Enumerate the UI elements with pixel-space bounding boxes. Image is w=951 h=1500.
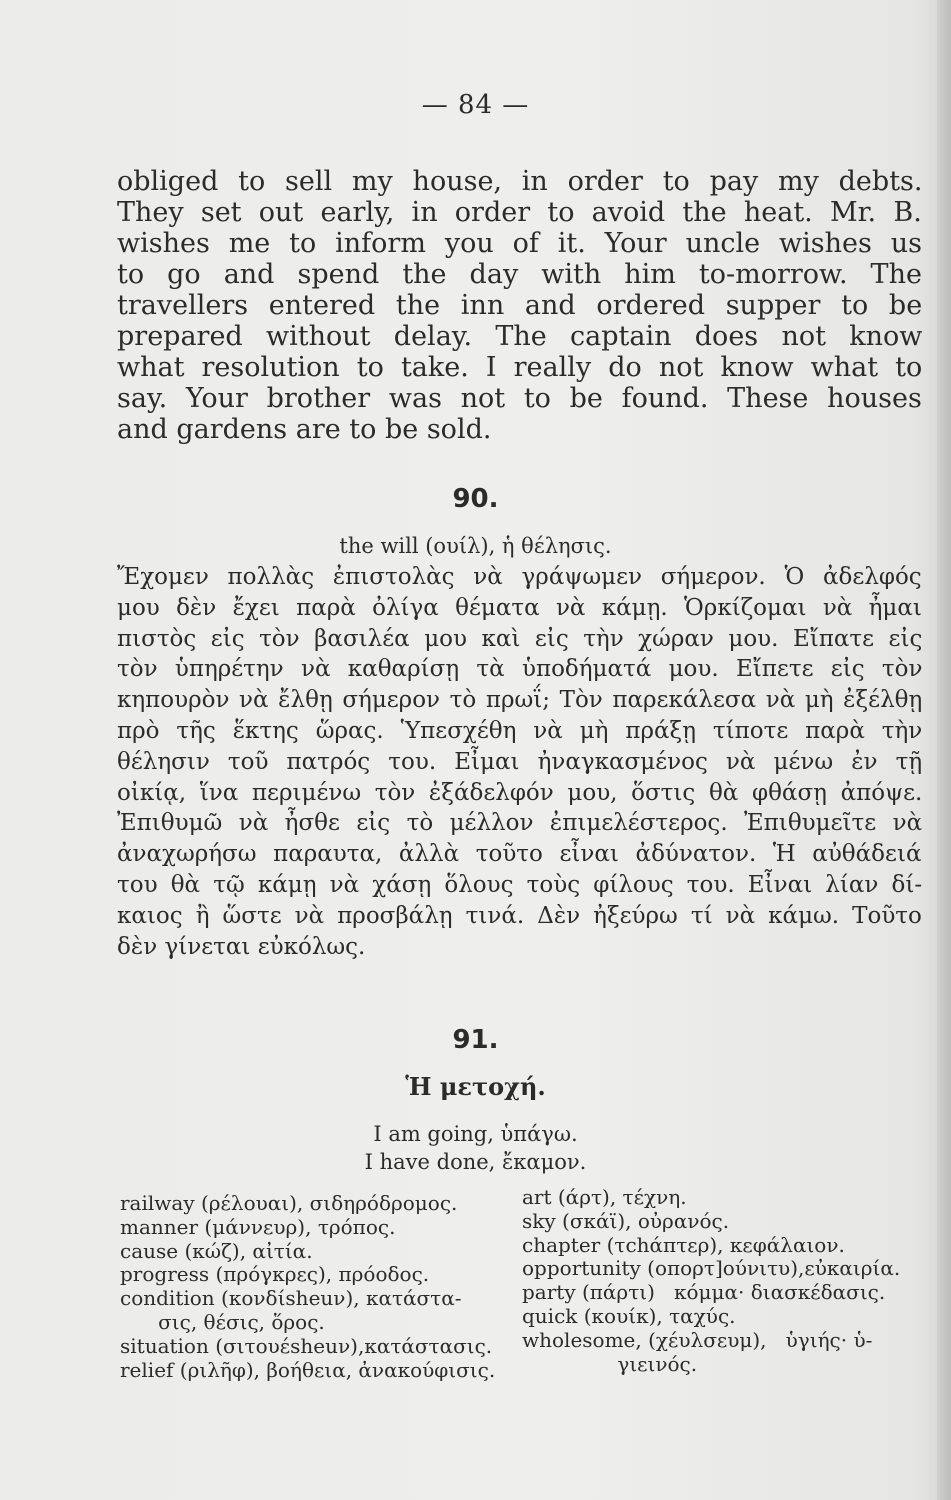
- text-line: πρὸ τῆς ἕκτης ὥρας. Ὑπεσχέθη νὰ μὴ πράξῃ τίποτε παρὰ τὴν: [117, 717, 923, 744]
- text-line: οἰκίᾳ, ἵνα περιμένω τὸν ἐξάδελφόν μου, ὅστις θὰ φθάσῃ ἀπόψε.: [117, 779, 923, 806]
- section-90-number: 90.: [452, 484, 499, 514]
- text-line: ἀναχωρήσω παραυτα, ἀλλὰ τοῦτο εἶναι ἀδύνατον. Ἡ αὐθάδειά: [117, 841, 922, 868]
- vocab-entry: cause (κώζ), αἰτία.: [120, 1238, 313, 1263]
- page-number: — 84 —: [421, 90, 530, 120]
- text-line: Ἐπιθυμῶ νὰ ἦσθε εἰς τὸ μέλλον ἐπιμελέστερος. Ἐπιθυμεῖτε νὰ: [117, 810, 923, 837]
- vocab-entry: relief (ριλῆφ), βοήθεια, ἀνακούφισις.: [120, 1357, 496, 1382]
- vocab-column-left: [120, 1192, 495, 1382]
- vocab-entry: situation (σιτουέsheuν),κατάστασις.: [120, 1333, 493, 1358]
- text-line: what resolution to take. I really do not know what to: [117, 352, 923, 383]
- section-90-vocab: the will (ουίλ), ἡ θέλησις.: [339, 534, 612, 558]
- section-91-number: 91.: [452, 1025, 499, 1055]
- text-line: μου δὲν ἔχει παρὰ ὀλίγα θέματα νὰ κάμῃ. Ὁρκίζομαι νὰ ἦμαι: [117, 594, 922, 621]
- vocab-entry: manner (μάννευρ), τρόπος.: [120, 1214, 396, 1239]
- example-line: I have done, ἔκαμον.: [364, 1150, 587, 1174]
- example-line: I am going, ὑπάγω.: [373, 1122, 578, 1146]
- vocab-entry: party (πάρτι) κόμμα· διασκέδασις.: [522, 1280, 886, 1305]
- text-line: prepared without delay. The captain does not know: [117, 321, 923, 352]
- text-line: to go and spend the day with him to-morrow. The: [117, 259, 922, 290]
- text-line: τὸν ὑπηρέτην νὰ καθαρίσῃ τὰ ὑποδήματά μου. Εἴπετε εἰς τὸν: [117, 656, 923, 683]
- vocab-entry: σις, θέσις, ὅρος.: [120, 1309, 325, 1334]
- text-line: θέλησιν τοῦ πατρός του. Εἶμαι ἠναγκασμένος νὰ μένω ἐν τῇ: [117, 748, 923, 775]
- text-line: κηπουρὸν νὰ ἔλθῃ σήμερον τὸ πρωΐ; Τὸν παρεκάλεσα νὰ μὴ ἐξέλθῃ: [117, 687, 923, 714]
- text-line: πιστὸς εἰς τὸν βασιλέα μου καὶ εἰς τὴν χώραν μου. Εἴπατε εἰς: [117, 625, 923, 652]
- text-line: say. Your brother was not to be found. These houses: [117, 383, 922, 414]
- text-line: They set out early, in order to avoid the heat. Mr. B.: [117, 197, 922, 228]
- text-line: and gardens are to be sold.: [117, 414, 492, 445]
- text-line: travellers entered the inn and ordered supper to be: [117, 290, 923, 321]
- section-91-heading: Ἡ μετοχή.: [405, 1072, 546, 1101]
- vocab-entry: wholesome, (χέυλσευμ), ὑγιής· ὑ-: [522, 1327, 873, 1352]
- vocab-entry: opportunity (οπορτ]ούνιτυ),εὐκαιρία.: [522, 1256, 901, 1281]
- vocab-entry: art (άρτ), τέχνη.: [522, 1185, 687, 1209]
- vocab-entry: chapter (τchάπτερ), κεφάλαιον.: [522, 1232, 845, 1257]
- vocab-entry: sky (σκάϊ), οὐρανός.: [522, 1208, 730, 1233]
- vocab-entry: railway (ρέλουαι), σιδηρόδρομος.: [120, 1191, 458, 1215]
- text-line: wishes me to inform you of it. Your uncle wishes us: [117, 228, 922, 259]
- text-line: δὲν γίνεται εὐκόλως.: [117, 933, 366, 960]
- text-line: obliged to sell my house, in order to pay my debts.: [117, 166, 923, 197]
- vocab-entry: γιεινός.: [522, 1351, 698, 1376]
- vocab-entry: quick (κουίκ), ταχύς.: [522, 1303, 736, 1328]
- page-edge: [937, 0, 951, 1500]
- greek-exercise-paragraph: [117, 562, 922, 962]
- text-line: Ἔχομεν πολλὰς ἐπιστολὰς νὰ γράψωμεν σήμερον. Ὁ ἀδελφός: [117, 564, 922, 590]
- vocab-entry: condition (κονδίsheuν), κατάστα-: [120, 1286, 462, 1311]
- text-line: καιος ἢ ὥστε νὰ προσβάλῃ τινά. Δὲν ἠξεύρω τί νὰ κάμω. Τοῦτο: [117, 902, 922, 929]
- english-exercise-paragraph: [117, 166, 922, 445]
- vocab-entry: progress (πρόγκρες), πρόοδος.: [120, 1262, 430, 1287]
- text-line: του θὰ τῷ κάμῃ νὰ χάσῃ ὅλους τοὺς φίλους του. Εἶναι λίαν δί-: [117, 871, 923, 898]
- vocab-column-right: [522, 1186, 900, 1376]
